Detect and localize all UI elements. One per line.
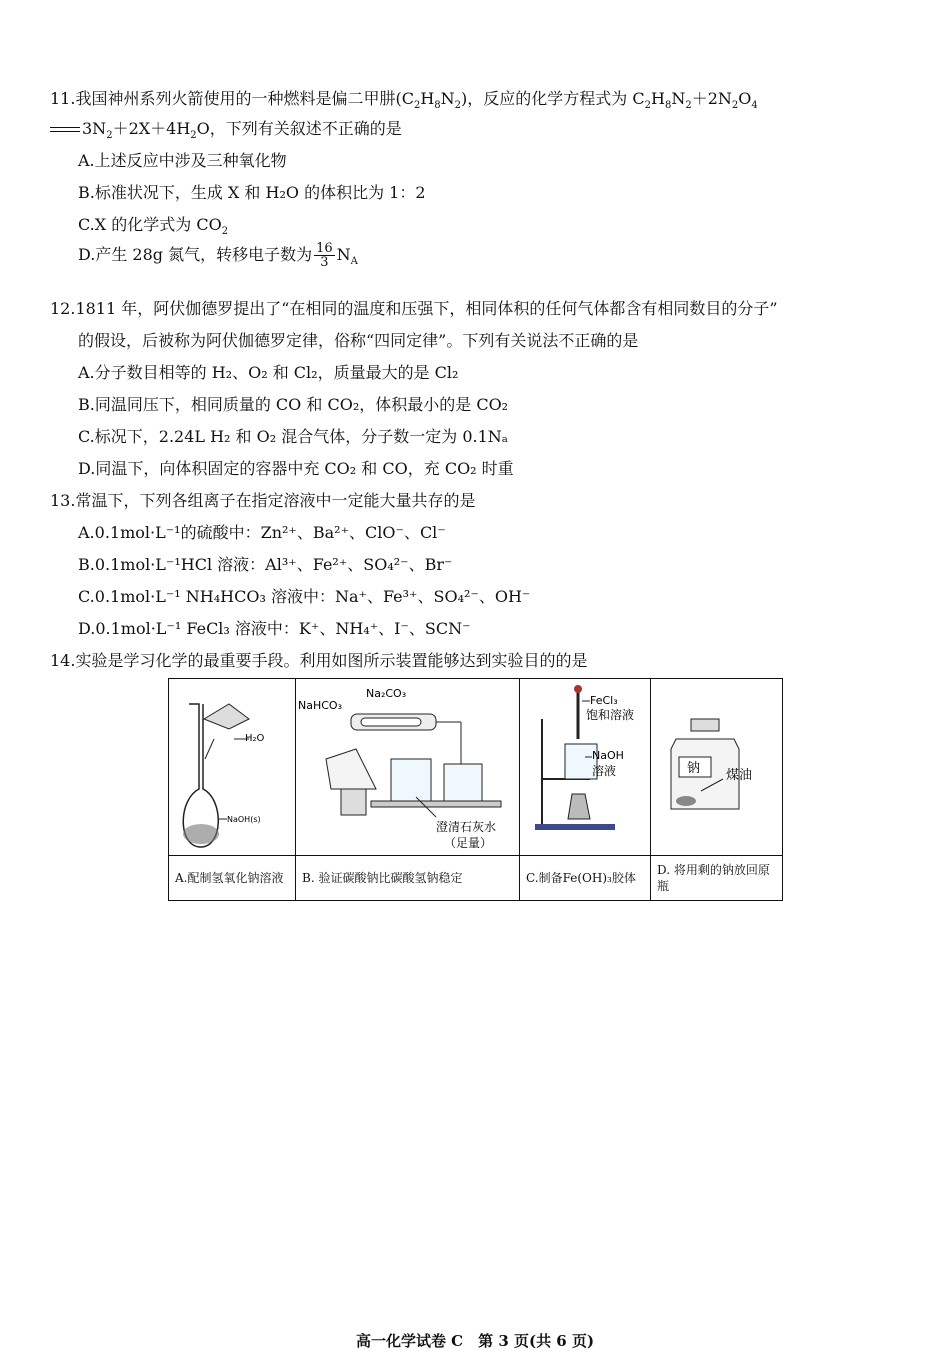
label-limewater: 澄清石灰水 xyxy=(436,820,497,834)
caption-d: D. 将用剩的钠放回原瓶 xyxy=(651,856,783,901)
q12-option-d: D.同温下，向体积固定的容器中充 CO₂ 和 CO，充 CO₂ 时重 xyxy=(78,459,514,478)
caption-a: A.配制氢氧化钠溶液 xyxy=(169,856,296,901)
figure-b-carbonate-stability xyxy=(296,679,520,856)
q11-option-c: C.X 的化学式为 $CO_2$ xyxy=(78,215,229,238)
q11-stem-line2: $3N_2+2X+4H_2O$，下列有关叙述不正确的是 xyxy=(50,116,402,141)
label-solution: 溶液 xyxy=(592,764,617,778)
q13-option-b: B.0.1mol·L⁻¹HCl 溶液：Al³⁺、Fe²⁺、SO₄²⁻、Br⁻ xyxy=(78,555,453,574)
q11-option-b: B.标准状况下，生成 X 和 H₂O 的体积比为 1：2 xyxy=(78,183,426,202)
q11-option-a: A.上述反应中涉及三种氧化物 xyxy=(78,151,287,170)
label-excess: （足量） xyxy=(444,836,493,850)
label-kerosene: 煤油 xyxy=(726,768,753,783)
label-naoh-solid: NaOH(s) xyxy=(227,815,261,824)
apparatus-table xyxy=(168,678,783,901)
page-footer: 高一化学试卷 C 第 3 页(共 6 页) xyxy=(355,1332,595,1350)
figure-a-volumetric-flask xyxy=(169,679,296,856)
label-sodium: 钠 xyxy=(687,761,701,776)
caption-c: C.制备Fe(OH)₃胶体 xyxy=(520,856,651,901)
q12-option-b: B.同温同压下，相同质量的 CO 和 CO₂，体积最小的是 CO₂ xyxy=(78,395,509,414)
q14-stem: 14.实验是学习化学的最重要手段。利用如图所示装置能够达到实验目的的是 xyxy=(50,651,588,670)
q11-stem-line1: 11.我国神州系列火箭使用的一种燃料是偏二甲肼$(C_2H_8N_2)$，反应的化学方程式为 $C_2H_8N_2+2N_2O_4$ xyxy=(50,89,758,112)
label-h2o: H₂O xyxy=(245,733,265,744)
label-nahco3: NaHCO₃ xyxy=(298,699,342,712)
q13-option-c: C.0.1mol·L⁻¹ NH₄HCO₃ 溶液中：Na⁺、Fe³⁺、SO₄²⁻、OH⁻ xyxy=(78,587,531,606)
label-na2co3: Na₂CO₃ xyxy=(366,687,407,700)
q13-option-d: D.0.1mol·L⁻¹ FeCl₃ 溶液中：K⁺、NH₄⁺、I⁻、SCN⁻ xyxy=(78,619,471,638)
q13-option-a: A.0.1mol·L⁻¹的硫酸中：Zn²⁺、Ba²⁺、ClO⁻、Cl⁻ xyxy=(78,523,446,542)
q12-option-c: C.标况下，2.24L H₂ 和 O₂ 混合气体，分子数一定为 0.1Nₐ xyxy=(78,427,508,446)
q12-stem-line2: 的假设，后被称为阿伏伽德罗定律，俗称“四同定律”。下列有关说法不正确的是 xyxy=(78,331,639,350)
label-saturated: 饱和溶液 xyxy=(586,708,635,722)
q11-option-d: D.产生 28g 氮气，转移电子数为 $\frac{16}{3}$ $N_A$ xyxy=(78,241,358,270)
equation-arrow xyxy=(50,127,80,132)
fraction: $\frac{16}{3}$ xyxy=(316,241,333,270)
figure-c-colloid-preparation xyxy=(520,679,651,856)
caption-b: B. 验证碳酸钠比碳酸氢钠稳定 xyxy=(296,856,520,901)
q12-stem-line1: 12.1811 年，阿伏伽德罗提出了“在相同的温度和压强下，相同体积的任何气体都含有相同数目的分子” xyxy=(50,299,778,318)
figure-d-sodium-bottle xyxy=(651,679,783,856)
q12-option-a: A.分子数目相等的 H₂、O₂ 和 Cl₂，质量最大的是 Cl₂ xyxy=(78,363,459,382)
label-fecl3: FeCl₃ xyxy=(590,694,618,707)
q13-stem: 13.常温下，下列各组离子在指定溶液中一定能大量共存的是 xyxy=(50,491,476,510)
label-naoh: NaOH xyxy=(592,749,624,762)
